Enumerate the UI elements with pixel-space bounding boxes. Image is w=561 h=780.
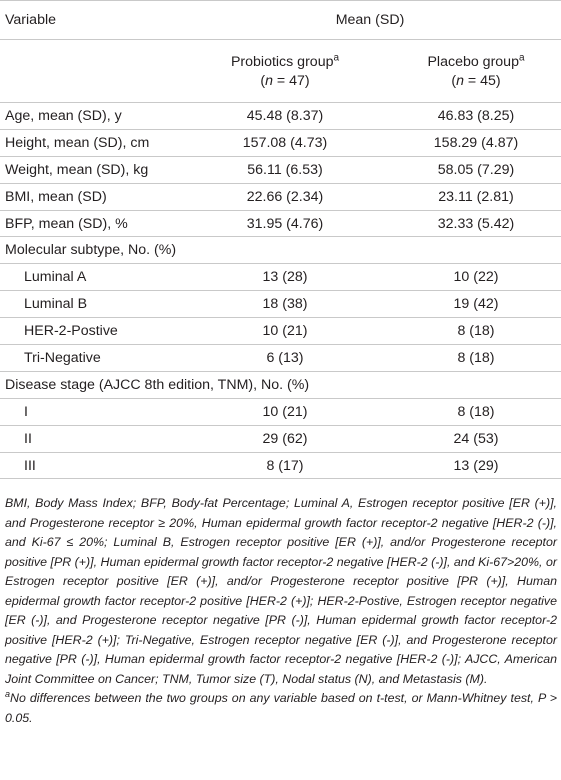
probiotics-value: 157.08 (4.73): [179, 129, 391, 156]
probiotics-group-n: (n = 47): [260, 72, 310, 89]
row-label: III: [0, 452, 179, 479]
row-label: Disease stage (AJCC 8th edition, TNM), No. (%): [0, 371, 561, 398]
abbreviations-note: BMI, Body Mass Index; BFP, Body-fat Percentage; Luminal A, Estrogen receptor positive [ER (+)], and Progesterone receptor ≥ 20%, Human epidermal growth factor receptor-2 negative [HER-2 (-)], and Ki-67 ≤ 20%; Luminal B, Estrogen receptor positive [ER (+)], and/or Progesterone receptor positive [PR (+)], Human epidermal growth factor receptor-2 negative [HER-2 (-)], and Ki-67>20%, or Estrogen receptor positive [ER (+)], and/or Progesterone receptor positive [PR (+)], Human epidermal growth factor receptor-2 positive [HER-2 (+)]; HER-2-Postive, Estrogen receptor negative [ER (-)], and Progesterone receptor negative [PR (-)], Human epidermal growth factor receptor-2 positive [HER-2 (+)]; Tri-Negative, Estrogen receptor negative [ER (-)], and Progesterone receptor negative [PR (-)], Human epidermal growth factor receptor-2 negative [HER-2 (-)]; AJCC, American Joint Committee on Cancer; TNM, Tumor size (T), Nodal status (N), and Metastasis (M).: [5, 496, 557, 686]
row-label: Tri-Negative: [0, 345, 179, 372]
placebo-value: 8 (18): [391, 345, 561, 372]
placebo-value: 10 (22): [391, 264, 561, 291]
placebo-value: 58.05 (7.29): [391, 156, 561, 183]
header-row-1: [0, 1, 561, 40]
probiotics-group-sup: a: [333, 51, 340, 63]
table-row: [0, 103, 561, 130]
footnote-a: [5, 689, 557, 728]
placebo-group-n: (n = 45): [451, 72, 501, 89]
probiotics-value: 18 (38): [179, 291, 391, 318]
row-label: HER-2-Postive: [0, 318, 179, 345]
table-row: [0, 291, 561, 318]
probiotics-group-header: [179, 40, 391, 103]
table-row: [0, 425, 561, 452]
table-row: [0, 345, 561, 372]
table-row: [0, 237, 561, 264]
row-label: Age, mean (SD), y: [0, 103, 179, 130]
row-label: Luminal A: [0, 264, 179, 291]
probiotics-value: 8 (17): [179, 452, 391, 479]
probiotics-value: 13 (28): [179, 264, 391, 291]
row-label: Height, mean (SD), cm: [0, 129, 179, 156]
placebo-value: 23.11 (2.81): [391, 183, 561, 210]
placebo-value: 8 (18): [391, 398, 561, 425]
header-spacer: [0, 40, 179, 103]
placebo-group-label: Placebo group: [427, 53, 519, 70]
row-label: Molecular subtype, No. (%): [0, 237, 561, 264]
table-row: [0, 210, 561, 237]
table-row: [0, 318, 561, 345]
placebo-value: 158.29 (4.87): [391, 129, 561, 156]
table-row: [0, 156, 561, 183]
footnote-text: No differences between the two groups on any variable based on t-test, or Mann-Whitney test, P > 0.05.: [5, 691, 557, 725]
placebo-value: 13 (29): [391, 452, 561, 479]
placebo-value: 32.33 (5.42): [391, 210, 561, 237]
probiotics-value: 45.48 (8.37): [179, 103, 391, 130]
placebo-group-sup: a: [518, 51, 525, 63]
placebo-group-header: [391, 40, 561, 103]
probiotics-group-label: Probiotics group: [230, 53, 334, 70]
table-row: [0, 398, 561, 425]
table-row: [0, 264, 561, 291]
probiotics-value: 29 (62): [179, 425, 391, 452]
row-label: BMI, mean (SD): [0, 183, 179, 210]
row-label: BFP, mean (SD), %: [0, 210, 179, 237]
probiotics-value: 10 (21): [179, 318, 391, 345]
variable-header: Variable: [0, 1, 179, 40]
placebo-value: 19 (42): [391, 291, 561, 318]
row-label: I: [0, 398, 179, 425]
table-notes: [5, 494, 557, 728]
header-row-2: [0, 40, 561, 103]
probiotics-value: 56.11 (6.53): [179, 156, 391, 183]
probiotics-value: 6 (13): [179, 345, 391, 372]
placebo-value: 8 (18): [391, 318, 561, 345]
table-row: [0, 452, 561, 479]
placebo-value: 46.83 (8.25): [391, 103, 561, 130]
table-row: [0, 183, 561, 210]
table-row: [0, 371, 561, 398]
row-label: Weight, mean (SD), kg: [0, 156, 179, 183]
row-label: Luminal B: [0, 291, 179, 318]
placebo-value: 24 (53): [391, 425, 561, 452]
table-body: [0, 103, 561, 479]
probiotics-value: 22.66 (2.34): [179, 183, 391, 210]
footnote-mark: a: [5, 688, 11, 699]
probiotics-value: 31.95 (4.76): [179, 210, 391, 237]
probiotics-value: 10 (21): [179, 398, 391, 425]
row-label: II: [0, 425, 179, 452]
mean-sd-header: Mean (SD): [179, 1, 561, 40]
table-row: [0, 129, 561, 156]
